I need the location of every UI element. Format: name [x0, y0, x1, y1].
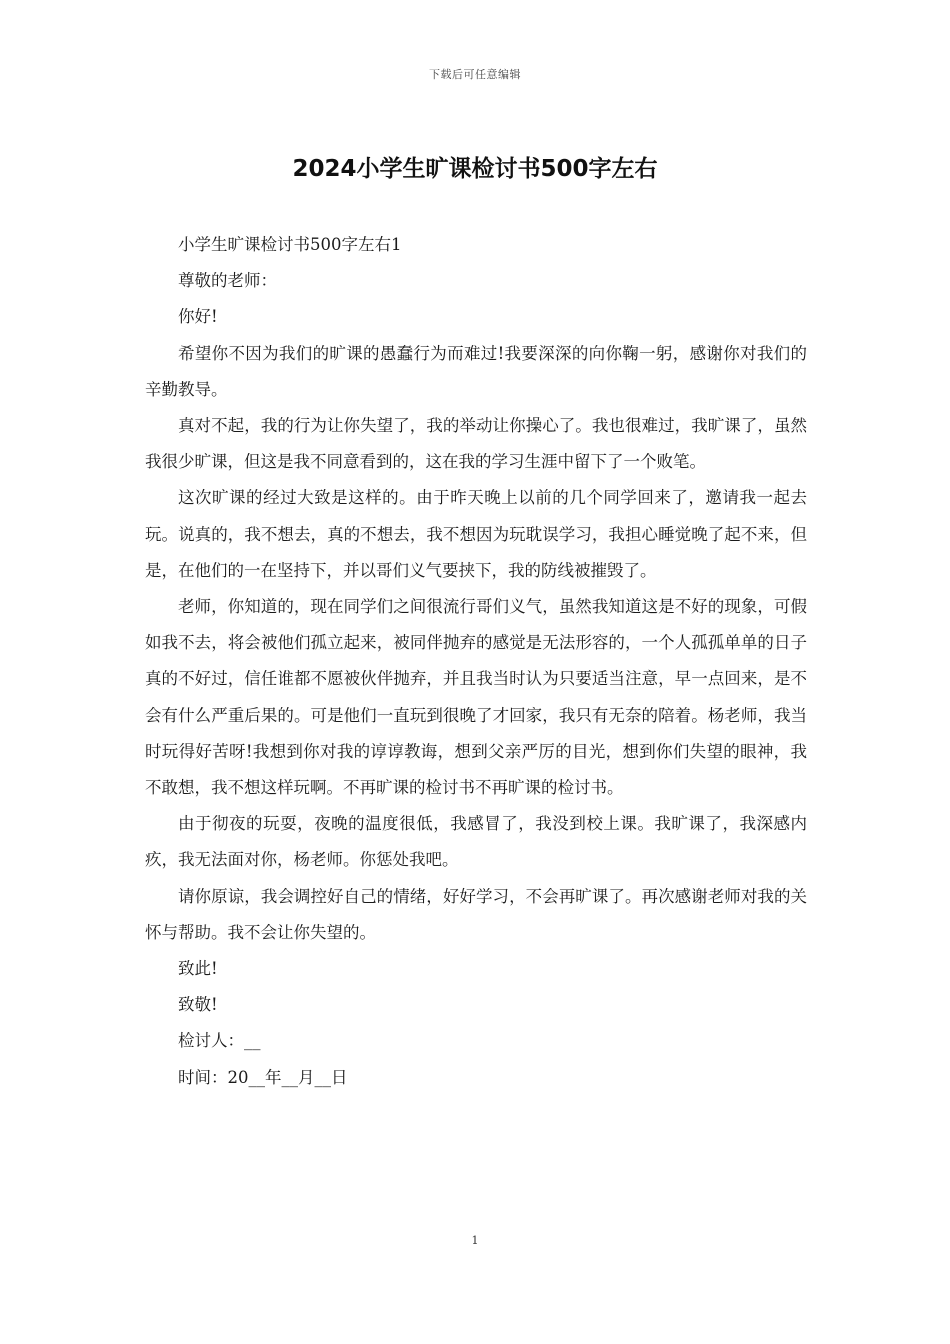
document-title: 2024小学生旷课检讨书500字左右 — [292, 156, 658, 182]
paragraph: 这次旷课的经过大致是这样的。由于昨天晚上以前的几个同学回来了，邀请我一起去玩。说真的，我不想去，真的不想去，我不想因为玩耽误学习，我担心睡觉晚了起不来，但是，在他们的一在坚持下，并以哥们义气要挟下，我的防线被摧毁了。 — [145, 488, 807, 580]
page-number: 1 — [471, 1234, 479, 1247]
paragraph: 希望你不因为我们的旷课的愚蠢行为而难过!我要深深的向你鞠一躬，感谢你对我们的辛勤教导。 — [145, 343, 807, 399]
paragraph-closing: 致此! — [178, 959, 218, 979]
paragraph-closing: 致敬! — [178, 995, 218, 1015]
document-body — [145, 227, 807, 1096]
paragraph: 真对不起，我的行为让你失望了，我的举动让你操心了。我也很难过，我旷课了，虽然我很少旷课，但这是我不同意看到的，这在我的学习生涯中留下了一个败笔。 — [145, 416, 807, 472]
paragraph-salutation: 尊敬的老师： — [178, 271, 277, 291]
header-note: 下载后可任意编辑 — [429, 68, 521, 81]
paragraph: 请你原谅，我会调控好自己的情绪，好好学习，不会再旷课了。再次感谢老师对我的关怀与帮助。我不会让你失望的。 — [145, 886, 807, 942]
paragraph-greeting: 你好! — [178, 307, 218, 327]
date-line: 时间：20__年__月__日 — [178, 1067, 348, 1087]
signature-line: 检讨人：__ — [178, 1031, 261, 1051]
paragraph: 由于彻夜的玩耍，夜晚的温度很低，我感冒了，我没到校上课。我旷课了，我深感内疚，我无法面对你，杨老师。你惩处我吧。 — [145, 814, 807, 870]
paragraph: 老师，你知道的，现在同学们之间很流行哥们义气，虽然我知道这是不好的现象，可假如我不去，将会被他们孤立起来，被同伴抛弃的感觉是无法形容的，一个人孤孤单单的日子真的不好过，信任谁都不愿被伙伴抛弃，并且我当时认为只要适当注意，早一点回来，是不会有什么严重后果的。可是他们一直玩到很晚了才回家，我只有无奈的陪着。杨老师，我当时玩得好苦呀!我想到你对我的谆谆教诲，想到父亲严厉的目光，想到你们失望的眼神，我不敢想，我不想这样玩啊。不再旷课的检讨书不再旷课的检讨书。 — [145, 597, 807, 798]
paragraph-heading: 小学生旷课检讨书500字左右1 — [178, 235, 402, 254]
